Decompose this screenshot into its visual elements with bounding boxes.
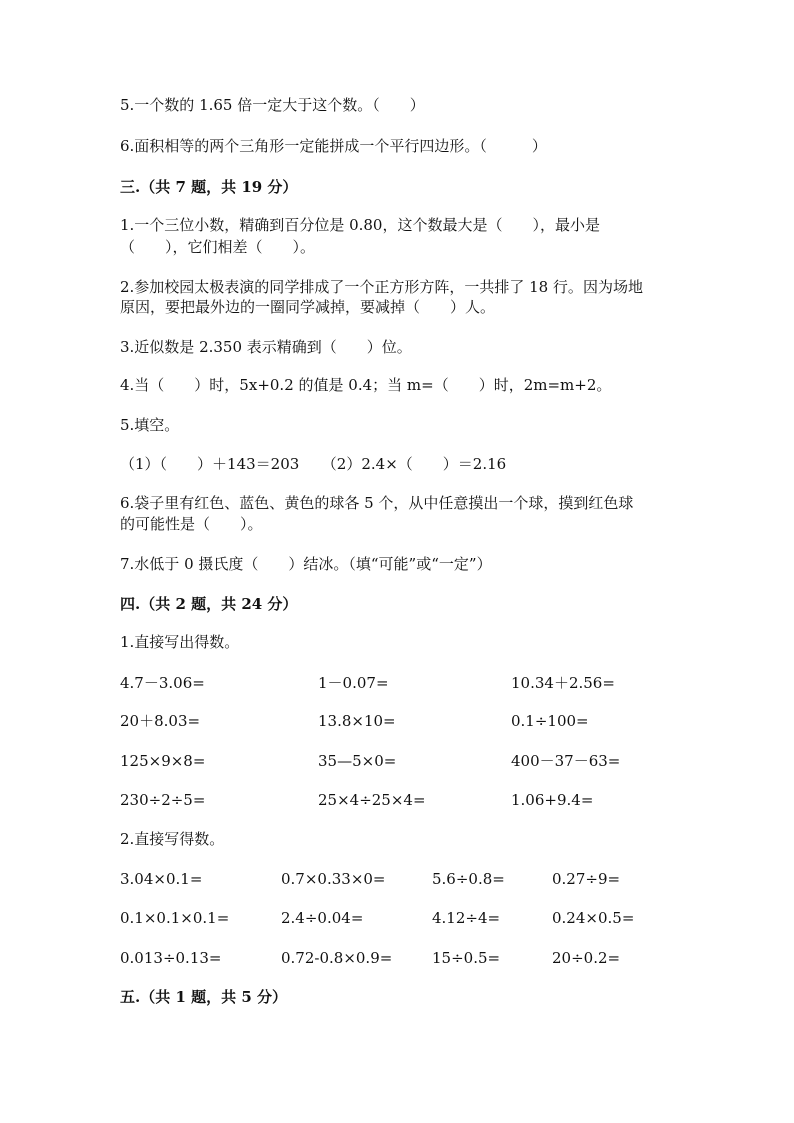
question-2-6: 6.面积相等的两个三角形一定能拼成一个平行四边形。（ ） [120,137,547,155]
question-3-1-line2: （ ），它们相差（ ）。 [120,238,316,256]
calc-cell: 0.72-0.8×0.9= [281,949,393,967]
calc-cell: 1.06+9.4= [511,791,594,809]
calc-cell: 13.8×10= [318,712,396,730]
calc-cell: 230÷2÷5= [120,791,206,809]
section-5-heading: 五.（共 1 题，共 5 分） [120,988,287,1006]
calc-cell: 400－37－63= [511,752,621,770]
calc-cell: 125×9×8= [120,752,206,770]
calc-cell: 4.12÷4= [432,909,501,927]
calc-cell: 20÷0.2= [552,949,621,967]
calc-cell: 5.6÷0.8= [432,870,505,888]
question-3-5: 5.填空。 [120,416,180,434]
calc-cell: 0.1÷100= [511,712,589,730]
question-3-3: 3.近似数是 2.350 表示精确到（ ）位。 [120,338,412,356]
question-4-2-title: 2.直接写得数。 [120,830,225,848]
calc-cell: 35—5×0= [318,752,397,770]
calc-cell: 0.013÷0.13= [120,949,222,967]
calc-cell: 20＋8.03= [120,712,201,730]
question-3-2-line1: 2.参加校园太极表演的同学排成了一个正方形方阵，一共排了 18 行。因为场地 [120,278,643,296]
calc-cell: 1－0.07= [318,674,389,692]
calc-cell: 0.1×0.1×0.1= [120,909,230,927]
question-3-4: 4.当（ ）时，5x+0.2 的值是 0.4；当 m=（ ）时，2m=m+2。 [120,376,612,394]
calc-cell: 25×4÷25×4= [318,791,426,809]
calc-cell: 0.27÷9= [552,870,621,888]
calc-cell: 0.7×0.33×0= [281,870,386,888]
question-3-7: 7.水低于 0 摄氏度（ ）结冰。（填“可能”或“一定”） [120,555,492,573]
question-3-5-sub: （1）（ ）＋143＝203 （2）2.4×（ ）＝2.16 [120,455,507,473]
question-3-6-line1: 6.袋子里有红色、蓝色、黄色的球各 5 个，从中任意摸出一个球，摸到红色球 [120,494,634,512]
calc-cell: 15÷0.5= [432,949,501,967]
calc-cell: 0.24×0.5= [552,909,635,927]
calc-cell: 3.04×0.1= [120,870,203,888]
question-3-6-line2: 的可能性是（ ）。 [120,515,263,533]
section-4-heading: 四.（共 2 题，共 24 分） [120,595,298,613]
section-3-heading: 三.（共 7 题，共 19 分） [120,178,298,196]
question-3-2-line2: 原因，要把最外边的一圈同学减掉，要减掉（ ）人。 [120,298,496,316]
question-3-1-line1: 1.一个三位小数，精确到百分位是 0.80，这个数最大是（ ），最小是 [120,216,600,234]
question-2-5: 5.一个数的 1.65 倍一定大于这个数。（ ） [120,96,425,114]
question-4-1-title: 1.直接写出得数。 [120,633,240,651]
calc-cell: 10.34＋2.56= [511,674,615,692]
calc-cell: 4.7－3.06= [120,674,205,692]
calc-cell: 2.4÷0.04= [281,909,364,927]
